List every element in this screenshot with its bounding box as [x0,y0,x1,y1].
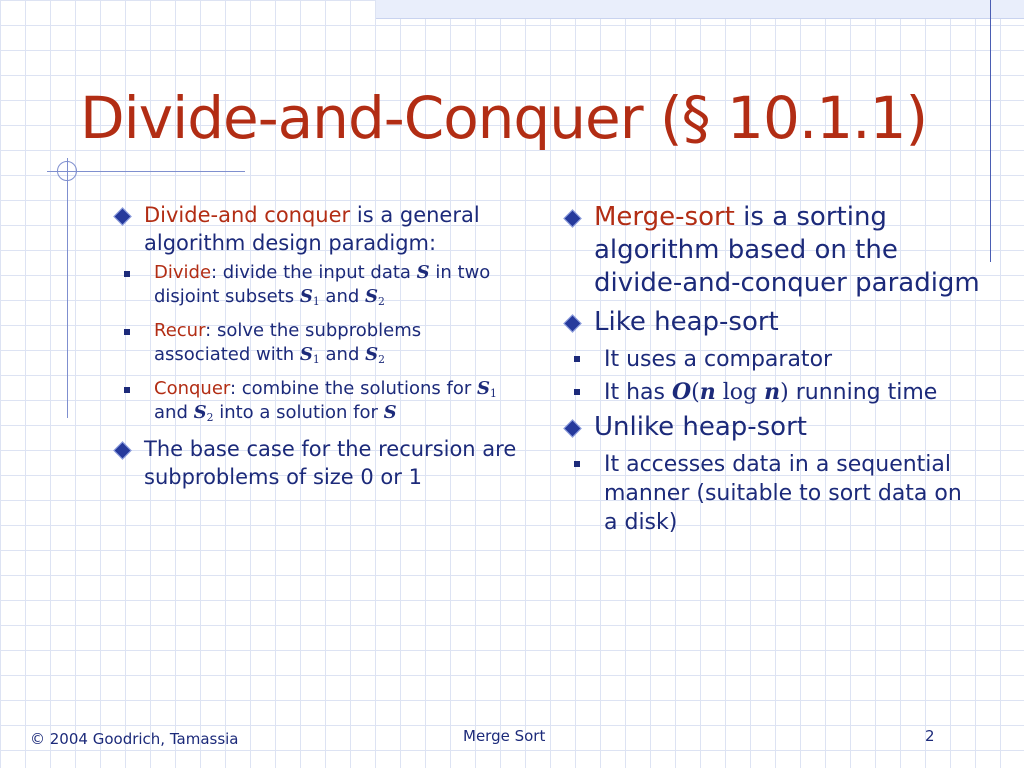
bullet-text: is a general algorithm design paradigm: [144,203,480,255]
math-subscript: 2 [378,295,385,308]
bullet-text: Like heap-sort [594,307,779,337]
diamond-bullet-icon [563,419,581,437]
term-conquer: Conquer [154,378,230,399]
subbullet-text: running time [788,380,938,405]
top-decor-band [376,0,1024,19]
diamond-bullet-icon [113,441,131,459]
subbullet-text: and [319,286,366,307]
math-log: log [715,380,765,405]
subbullet-text: : combine the solutions for [229,378,477,399]
diamond-bullet-icon [563,209,581,227]
math-symbol: S [193,402,207,423]
right-decor-rule [990,0,991,262]
subbullet-sequential-access [560,450,980,537]
square-bullet-icon [574,461,580,467]
square-bullet-icon [574,389,580,395]
bullet-base-case [110,435,520,491]
math-symbol: S [299,286,313,307]
math-subscript: 2 [378,353,385,366]
square-bullet-icon [124,387,130,393]
subbullet-text: It has [604,380,672,405]
crosshair-decor-icon [57,161,77,181]
math-symbol: S [365,286,379,307]
math-paren: ( [691,380,700,405]
math-symbol: S [416,262,430,283]
math-subscript: 1 [312,353,320,366]
subbullet-text: It uses a comparator [604,347,833,372]
bullet-text: Unlike heap-sort [594,412,807,442]
footer-copyright: © 2004 Goodrich, Tamassia [30,730,239,748]
subbullet-text: into a solution for [213,402,384,423]
subbullet-text: It accesses data in a sequential manner (suitable to sort data on a disk) [604,452,962,535]
diamond-bullet-icon [113,207,131,225]
subbullet-comparator [560,345,980,374]
subbullet-conquer [110,377,520,425]
bullet-like-heap-sort [560,306,980,339]
math-big-o: O [672,379,692,405]
square-bullet-icon [124,271,130,277]
math-symbol: S [365,344,379,365]
square-bullet-icon [574,356,580,362]
math-symbol: S [383,402,397,423]
vertical-decor-rule [67,158,68,418]
math-symbol: S [476,378,490,399]
footer-page-number: 2 [925,727,935,745]
term-divide-and-conquer: Divide-and conquer [144,203,351,227]
math-paren: ) [780,380,789,405]
subbullet-text: : solve the subproblems associated with [154,320,422,365]
diamond-bullet-icon [563,314,581,332]
bullet-text: The base case for the recursion are subproblems of size 0 or 1 [144,437,517,489]
term-recur: Recur [154,320,206,341]
left-column [110,201,520,495]
slide-title: Divide-and-Conquer (§ 10.1.1) [80,84,928,152]
math-subscript: 1 [312,295,320,308]
bullet-text: is a sorting algorithm based on the divide-and-conquer paradigm [594,202,980,298]
subbullet-running-time [560,378,980,407]
bullet-unlike-heap-sort [560,411,980,444]
subbullet-divide [110,261,520,309]
math-symbol: n [764,379,781,405]
bullet-merge-sort [560,201,980,300]
right-column [560,201,980,541]
subbullet-text: and [154,402,194,423]
bullet-divide-and-conquer [110,201,520,257]
square-bullet-icon [124,329,130,335]
math-subscript: 1 [489,387,497,400]
subbullet-text: and [319,344,366,365]
subbullet-recur [110,319,520,367]
term-merge-sort: Merge-sort [594,202,735,232]
subbullet-text: : divide the input data [211,262,417,283]
math-symbol: n [699,379,716,405]
footer-topic: Merge Sort [463,727,546,745]
term-divide: Divide [154,262,212,283]
math-symbol: S [299,344,313,365]
subbullet-text: in two disjoint subsets [154,262,491,307]
math-subscript: 2 [206,411,214,424]
